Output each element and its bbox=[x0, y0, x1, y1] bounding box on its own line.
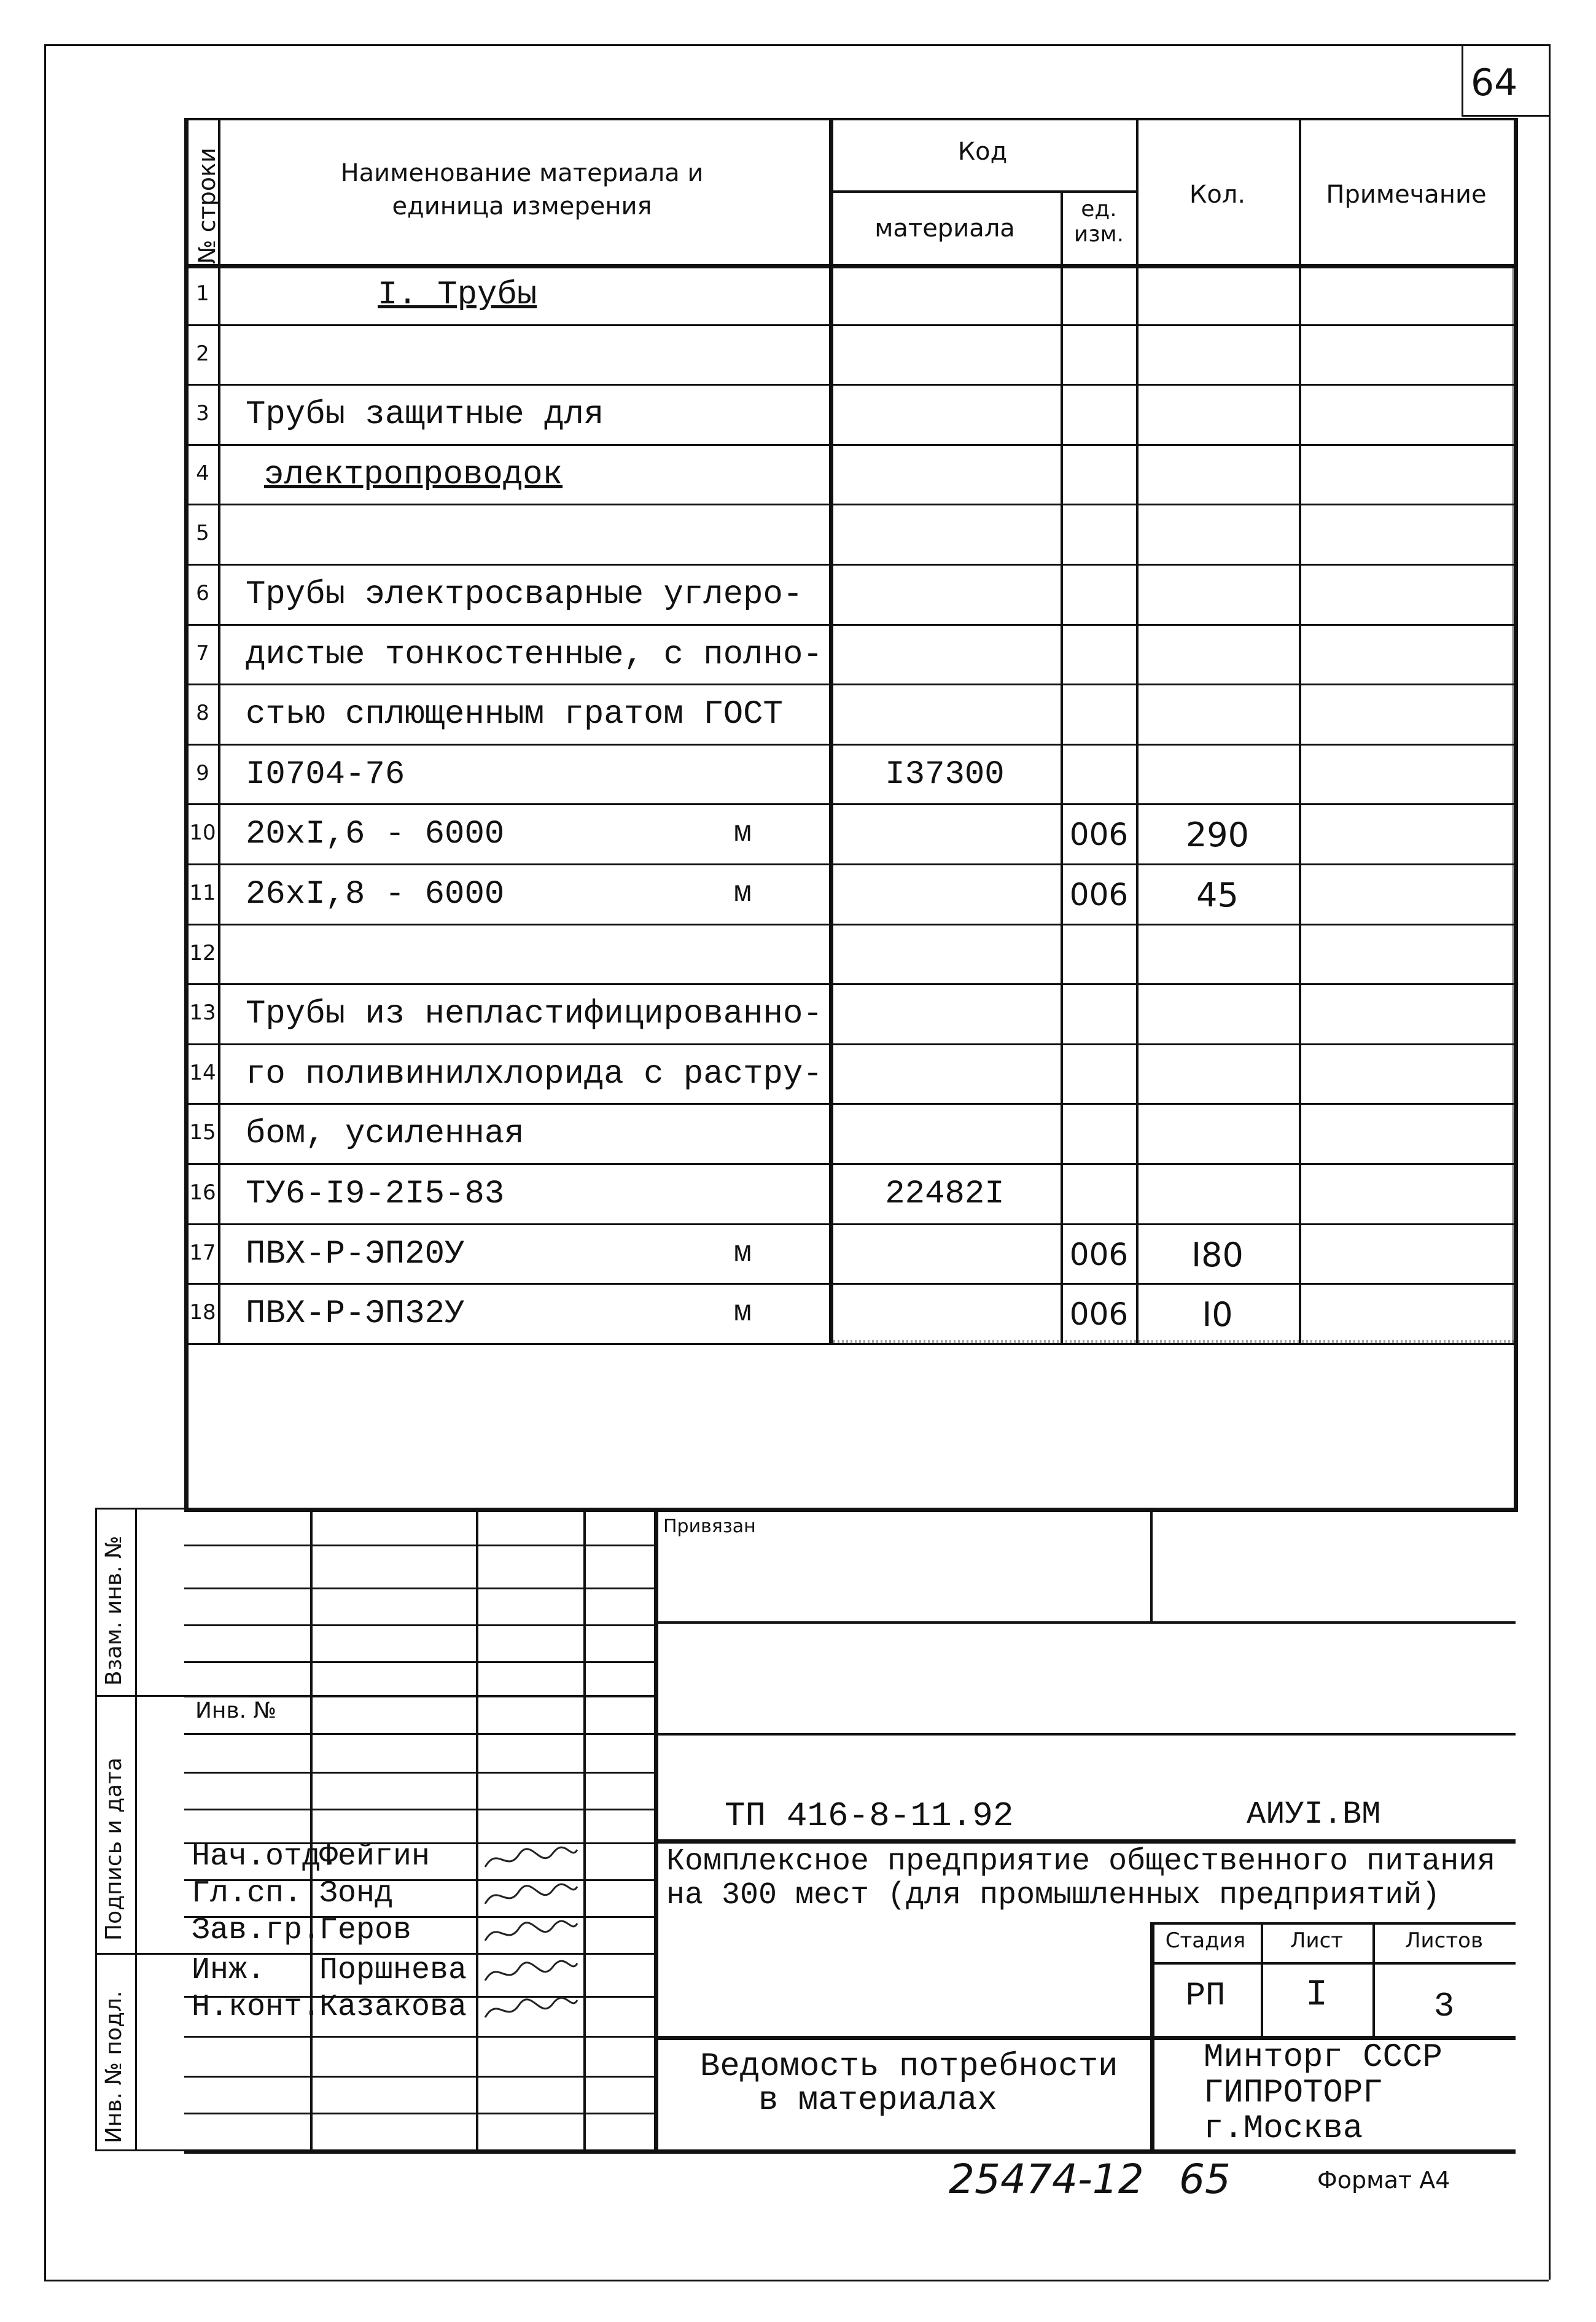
row-number: 16 bbox=[189, 1180, 216, 1205]
header-code: Код bbox=[957, 138, 1008, 166]
tb-lg-8 bbox=[184, 1809, 654, 1810]
header-name: Наименование материала и единица измерения bbox=[340, 159, 704, 220]
header-unit: ед. изм. bbox=[1073, 197, 1124, 247]
row-number: 4 bbox=[196, 461, 209, 486]
doc-code: ТП 416-8-11.92 bbox=[725, 1796, 1014, 1836]
header-row-no: № строки bbox=[193, 147, 220, 264]
tb-line-c bbox=[654, 1839, 1516, 1844]
row-quantity: I0 bbox=[1202, 1295, 1233, 1334]
row-name: 20xI,6 - 6000 bbox=[246, 816, 505, 854]
row-quantity: 290 bbox=[1185, 816, 1250, 855]
doc-title-line-1: Ведомость потребности bbox=[700, 2048, 1118, 2086]
side-strip-top bbox=[95, 1508, 184, 1510]
tb-lg-15 bbox=[184, 2076, 654, 2078]
row-divider bbox=[184, 1043, 1516, 1045]
row-name: электропроводок bbox=[264, 456, 563, 494]
row-quantity: I80 bbox=[1191, 1235, 1244, 1274]
header-bottom-border bbox=[184, 264, 1516, 268]
tb-bottom bbox=[184, 2149, 1516, 2154]
tb-col-1 bbox=[310, 1508, 313, 2149]
signature-name: Поршнева bbox=[319, 1953, 467, 1988]
tb-stage-header-line bbox=[1150, 1962, 1516, 1965]
row-name: Трубы электросварные углеро- bbox=[246, 576, 803, 614]
row-material-code: 22482I bbox=[885, 1175, 1005, 1213]
handwritten-signature bbox=[482, 1916, 580, 1950]
handwritten-signature bbox=[482, 1842, 580, 1876]
outer-frame-bottom bbox=[44, 2280, 1549, 2281]
tb-col-3 bbox=[583, 1508, 586, 2149]
org-line-3: г.Москва bbox=[1204, 2110, 1363, 2148]
tb-stage-left bbox=[1150, 1922, 1154, 2149]
tb-col-2 bbox=[476, 1508, 478, 2149]
side-strip-div2 bbox=[95, 1953, 184, 1955]
stage-label: Стадия bbox=[1165, 1928, 1246, 1953]
side-strip-left bbox=[95, 1508, 97, 2149]
row-unit-label: м bbox=[734, 1236, 752, 1270]
row-number: 11 bbox=[189, 881, 216, 905]
project-line-1: Комплексное предприятие общественного питания bbox=[666, 1844, 1496, 1879]
row-divider bbox=[184, 684, 1516, 685]
row-name: ПВХ-Р-ЭП20У bbox=[246, 1235, 465, 1273]
row-name: 26xI,8 - 6000 bbox=[246, 876, 505, 913]
sheet-number-box-left bbox=[1462, 44, 1463, 115]
row-quantity: 45 bbox=[1196, 876, 1239, 914]
stage-value: РП bbox=[1185, 1977, 1226, 2015]
org-line-1: Минторг СССР bbox=[1204, 2039, 1442, 2076]
signature-role: Гл.сп. bbox=[192, 1876, 303, 1911]
signature-role: Нач.отд. bbox=[192, 1839, 340, 1874]
archive-number: 25474-12 bbox=[949, 2156, 1144, 2203]
side-label-podpis: Подпись и дата bbox=[101, 1757, 127, 1941]
row-unit-code: 006 bbox=[1069, 817, 1129, 853]
row-number: 13 bbox=[189, 1000, 216, 1026]
doc-title-line-2: в материалах bbox=[758, 2082, 997, 2119]
row-number: 15 bbox=[189, 1120, 216, 1145]
handwritten-signature bbox=[482, 1879, 580, 1913]
row-divider bbox=[184, 384, 1516, 386]
row-name: I0704-76 bbox=[246, 755, 405, 793]
row-name: го поливинилхлорида с растру- bbox=[246, 1055, 823, 1093]
tb-line-a bbox=[654, 1621, 1516, 1624]
row-name: бом, усиленная bbox=[246, 1115, 524, 1153]
row-name: ТУ6-I9-2I5-83 bbox=[246, 1175, 505, 1213]
col-line-unit bbox=[1136, 118, 1139, 1343]
row-divider bbox=[184, 863, 1516, 865]
row-number: 6 bbox=[196, 581, 209, 606]
row-number: 3 bbox=[196, 401, 209, 426]
row-divider bbox=[184, 1223, 1516, 1225]
tb-lg-14 bbox=[184, 2036, 654, 2038]
sheet-number: 64 bbox=[1471, 61, 1518, 104]
signature-name: Казакова bbox=[319, 1990, 467, 2025]
row-divider bbox=[184, 564, 1516, 566]
tb-lg-4 bbox=[184, 1661, 654, 1663]
row-number: 12 bbox=[189, 940, 216, 965]
row-number: 17 bbox=[189, 1240, 216, 1265]
row-divider bbox=[184, 803, 1516, 805]
row-number: 5 bbox=[196, 521, 209, 546]
tb-line-b bbox=[654, 1733, 1516, 1736]
tb-line-d bbox=[1150, 1922, 1516, 1925]
row-divider bbox=[184, 1103, 1516, 1105]
table-top-border bbox=[184, 118, 1516, 120]
project-line-2: на 300 мест (для промышленных предприятий) bbox=[666, 1878, 1441, 1913]
row-unit-code: 006 bbox=[1069, 1296, 1129, 1333]
outer-frame-right bbox=[1549, 44, 1551, 2280]
row-number: 7 bbox=[196, 641, 209, 666]
row-divider bbox=[184, 504, 1516, 505]
header-material: материала bbox=[874, 214, 1015, 243]
row-name: дистые тонкостенные, с полно- bbox=[246, 636, 823, 674]
tb-lg-16 bbox=[184, 2113, 654, 2114]
row-number: 2 bbox=[196, 341, 209, 366]
row-divider bbox=[184, 1163, 1516, 1165]
handwritten-signature bbox=[482, 1993, 580, 2027]
org-line-2: ГИПРОТОРГ bbox=[1204, 2075, 1383, 2112]
page-number: 65 bbox=[1179, 2156, 1231, 2203]
row-unit-label: м bbox=[734, 817, 752, 851]
privyazan-label: Привязан bbox=[663, 1516, 756, 1537]
row-number: 18 bbox=[189, 1300, 216, 1325]
row-number: 1 bbox=[196, 281, 209, 306]
tb-col-4 bbox=[654, 1508, 658, 2149]
side-strip-mid bbox=[135, 1508, 137, 2149]
row-number: 8 bbox=[196, 701, 209, 726]
handwritten-signature bbox=[482, 1956, 580, 1990]
row-divider bbox=[184, 924, 1516, 925]
row-material-code: I37300 bbox=[885, 755, 1005, 793]
row-number: 14 bbox=[189, 1060, 216, 1085]
row-number: 9 bbox=[196, 760, 209, 785]
signature-role: Н.конт. bbox=[192, 1990, 321, 2025]
code-subheader-line bbox=[829, 190, 1136, 193]
tb-privyazan-div bbox=[1150, 1508, 1153, 1621]
sheet-label: Лист bbox=[1290, 1928, 1344, 1953]
row-name: Трубы из непластифицированно- bbox=[246, 995, 823, 1034]
header-note: Примечание bbox=[1326, 181, 1487, 209]
sheet-number-box-bottom bbox=[1462, 115, 1549, 117]
row-divider bbox=[184, 744, 1516, 746]
tb-top bbox=[184, 1508, 1516, 1512]
format-label: Формат А4 bbox=[1317, 2167, 1450, 2194]
row-unit-label: м bbox=[734, 877, 752, 910]
tb-lg-7 bbox=[184, 1772, 654, 1774]
col-line-qty bbox=[1299, 118, 1301, 1343]
doc-mark: АИУI.ВМ bbox=[1247, 1796, 1381, 1833]
row-number: 10 bbox=[189, 820, 216, 846]
col-line-material bbox=[1061, 190, 1063, 1343]
row-divider bbox=[184, 444, 1516, 446]
sheets-value: 3 bbox=[1433, 1987, 1455, 2026]
row-unit-code: 006 bbox=[1069, 1236, 1129, 1272]
side-strip-bottom bbox=[95, 2149, 184, 2151]
side-strip-div1 bbox=[95, 1695, 184, 1697]
row-divider bbox=[184, 624, 1516, 626]
tb-lg-3 bbox=[184, 1624, 654, 1626]
side-label-inv-podl: Инв. № подл. bbox=[101, 1990, 127, 2143]
inv-no-label: Инв. № bbox=[195, 1698, 277, 1723]
signature-name: Геров bbox=[319, 1913, 412, 1948]
header-qty: Кол. bbox=[1189, 181, 1246, 209]
row-name: Трубы защитные для bbox=[246, 396, 604, 434]
row-unit-label: м bbox=[734, 1296, 752, 1330]
col-line-rownum bbox=[218, 118, 220, 1343]
row-unit-code: 006 bbox=[1069, 877, 1129, 913]
outer-frame-top bbox=[44, 44, 1549, 46]
row-name: I. Трубы bbox=[378, 276, 537, 314]
tb-lg-2 bbox=[184, 1588, 654, 1589]
tb-lg-1 bbox=[184, 1545, 654, 1546]
signature-name: Фейгин bbox=[319, 1839, 430, 1874]
tb-lg-6 bbox=[184, 1733, 654, 1735]
outer-frame-left bbox=[44, 44, 46, 2280]
row-divider bbox=[184, 324, 1516, 326]
side-label-vzam: Взам. инв. № bbox=[101, 1535, 127, 1686]
sheet-value: I bbox=[1305, 1974, 1328, 2016]
row-divider bbox=[184, 1283, 1516, 1285]
row-name: стью сплющенным гратом ГОСТ bbox=[246, 696, 783, 734]
signature-role: Зав.гр. bbox=[192, 1913, 321, 1948]
sheets-label: Листов bbox=[1404, 1928, 1483, 1953]
signature-name: Зонд bbox=[319, 1876, 394, 1911]
row-name: ПВХ-Р-ЭП32У bbox=[246, 1295, 465, 1333]
row-divider bbox=[184, 1343, 1516, 1345]
row-divider bbox=[184, 983, 1516, 985]
signature-role: Инж. bbox=[192, 1953, 266, 1988]
tb-lg-5 bbox=[184, 1695, 654, 1697]
